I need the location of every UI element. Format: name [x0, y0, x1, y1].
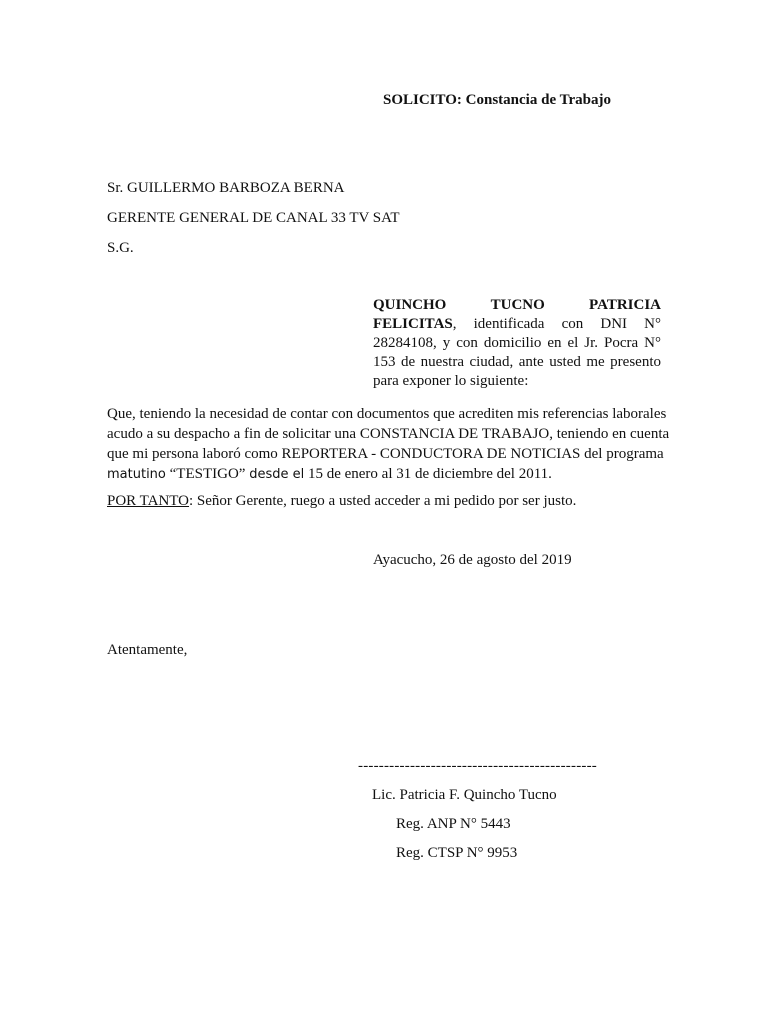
addressee-name: Sr. GUILLERMO BARBOZA BERNA: [107, 180, 345, 196]
addressee-title: GERENTE GENERAL DE CANAL 33 TV SAT: [107, 210, 400, 226]
closing-paragraph: [107, 493, 576, 510]
subject-lead: SOLICITO:: [383, 92, 462, 108]
presenter-given-name-2: FELICITAS: [373, 316, 453, 332]
signature-line: ----------------------------------------------: [358, 758, 597, 774]
closing-text: : Señor Gerente, ruego a usted acceder a mi pedido por ser justo.: [189, 493, 577, 509]
presenter-given-name-1: PATRICIA: [589, 297, 661, 313]
regards-line: Atentamente,: [107, 642, 188, 658]
body-line-4-b: “TESTIGO”: [165, 466, 250, 482]
presenter-text: , identificada con DNI N° 28284108, y con domicilio en el Jr. Pocra N° 153 de nuestra ciudad, ante usted me presento para exponer lo siguiente:: [373, 316, 661, 389]
document-subject: [383, 92, 611, 109]
registration-anp: Reg. ANP N° 5443: [396, 816, 511, 832]
addressee-salutation: S.G.: [107, 240, 134, 256]
presenter-name-line: [373, 296, 661, 315]
subject-title: Constancia de Trabajo: [465, 92, 611, 108]
body-line-4-c: desde el: [249, 467, 305, 482]
presenter-surname-2: TUCNO: [490, 297, 545, 313]
presenter-surname-1: QUINCHO: [373, 297, 447, 313]
signature-name: Lic. Patricia F. Quincho Tucno: [372, 787, 557, 803]
body-line-2: acudo a su despacho a fin de solicitar una CONSTANCIA DE TRABAJO, teniendo en cuenta: [107, 426, 670, 442]
body-line-4-d: 15 de enero al 31 de diciembre del 2011.: [304, 466, 552, 482]
body-line-4-a: matutino: [107, 467, 166, 482]
registration-ctsp: Reg. CTSP N° 9953: [396, 845, 518, 861]
presenter-block: [373, 296, 661, 391]
body-paragraph: [107, 404, 670, 485]
body-line-4: [107, 464, 667, 485]
body-line-3: que mi persona laboró como REPORTERA - CONDUCTORA DE NOTICIAS del programa: [107, 446, 664, 462]
body-line-1: Que, teniendo la necesidad de contar con documentos que acrediten mis referencias laborales: [107, 406, 667, 422]
date-line: Ayacucho, 26 de agosto del 2019: [373, 552, 572, 568]
por-tanto-label: POR TANTO: [107, 493, 190, 509]
